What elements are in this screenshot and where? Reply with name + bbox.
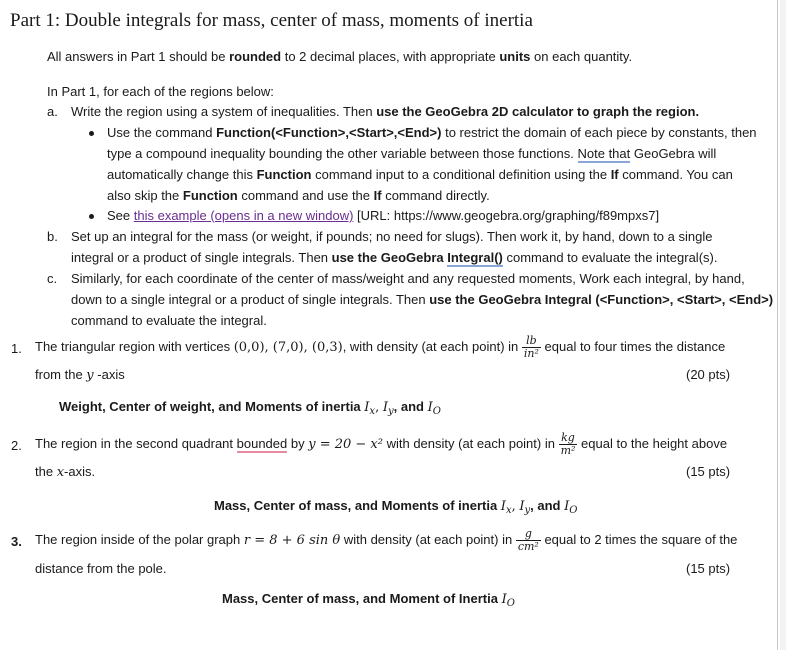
p2-task-and: , and (530, 498, 565, 513)
p1-l2-pre: from the (35, 367, 87, 382)
item-b-marker: b. (47, 229, 58, 244)
b1-l2-pre: type a compound inequality bounding the other variable between those functions. (107, 146, 578, 161)
sym-y: y (524, 505, 531, 516)
item-c-marker: c. (47, 271, 58, 286)
problem-2-line2 (35, 464, 95, 481)
item-c-line3: command to evaluate the integral. (71, 313, 267, 328)
p3-unit-num: g (516, 528, 541, 541)
problem-number: 1. (11, 341, 22, 356)
p2-post: equal to the height above (577, 436, 728, 451)
sym-i: I (500, 499, 506, 514)
item-c-line1: Similarly, for each coordinate of the center of mass/weight and any requested moments, Work each integral, by hand, (71, 271, 745, 286)
b1-l3-end: command. You can (618, 167, 733, 182)
p3-unit-den: cm² (517, 540, 539, 554)
p2-unit-den: m² (560, 444, 576, 458)
a-line1-pre: Write the region using a system of inequalities. Then (71, 104, 377, 119)
p2-unit-num: kg (559, 432, 578, 445)
rounding-mid: to 2 decimal places, with appropriate (281, 49, 500, 64)
p2-l2-pre: the (35, 464, 57, 479)
problem-1-task (59, 399, 441, 420)
problem-2-points: (15 pts) (686, 464, 731, 479)
b-l2-bold: use the GeoGebra (331, 250, 448, 265)
item-c-line2 (71, 292, 773, 308)
p1-task-and: , and (393, 399, 428, 414)
a-bullet2 (107, 208, 659, 224)
sym-i: I (427, 400, 433, 415)
bounded-flagged[interactable]: bounded (236, 436, 288, 451)
p2-equation: y = 20 − x² (308, 437, 383, 452)
p1-post: equal to four times the distance (540, 339, 726, 354)
p2-iy (519, 499, 530, 514)
rounding-note (47, 49, 632, 65)
c-l2-bold: use the GeoGebra Integral (<Function>, <Start>, <End>) (429, 292, 774, 307)
bullet-icon (89, 214, 94, 219)
sym-y: y (387, 406, 394, 417)
sym-i: I (382, 400, 388, 415)
problem-2-task (214, 498, 577, 519)
problem-1-line1 (35, 332, 725, 363)
p1-io (428, 400, 441, 415)
p1-pre: The triangular region with vertices (35, 339, 234, 354)
b1-l4-if: If (373, 188, 382, 203)
item-b-line2 (71, 250, 717, 266)
sym-i: I (564, 499, 570, 514)
problem-3-line2: distance from the pole. (35, 561, 167, 576)
p2-mid: with density (at each point) in (382, 436, 559, 451)
b1-l1-pre: Use the command (107, 125, 217, 140)
b1-l4-pre: also skip the (107, 188, 183, 203)
p3-equation: r = 8 + 6 sin θ (243, 533, 341, 548)
a-bullet1-line1 (107, 125, 757, 141)
p2-by: by (287, 436, 309, 451)
problem-1-points: (20 pts) (686, 367, 731, 382)
p1-task-text: Weight, Center of weight, and Moments of inertia (59, 399, 365, 414)
p2-density-unit (559, 432, 578, 457)
sym-i: I (519, 499, 525, 514)
bullet-icon (89, 131, 94, 136)
p1-iy (383, 400, 394, 415)
b1-l4-mid: command and use the (237, 188, 374, 203)
rounding-post: on each quantity. (530, 49, 633, 64)
example-url: [URL: https://www.geogebra.org/graphing/f89mpxs7] (353, 208, 660, 223)
c-l2-pre: down to a single integral or a product of single integrals. Then (71, 292, 430, 307)
p1-l2-var: y (86, 368, 94, 383)
intro-text: In Part 1, for each of the regions below: (47, 84, 274, 99)
b1-l3-pre: automatically change this (107, 167, 257, 182)
page-edge-line (777, 0, 778, 650)
p1-density-unit (522, 335, 541, 360)
sym-i: I (364, 400, 370, 415)
problem-2-line1 (35, 429, 727, 460)
p1-unit-num: lb (522, 335, 541, 348)
b1-l1-post: to restrict the domain of each piece by constants, then (441, 125, 757, 140)
a-bullet1-line3 (107, 167, 733, 183)
b1-l3-function: Function (256, 167, 312, 182)
integral-command[interactable]: Integral() (447, 250, 503, 265)
p3-task-text: Mass, Center of mass, and Moment of Inertia (222, 591, 502, 606)
problem-3-line1 (35, 525, 737, 556)
p1-vertices: (0,0), (7,0), (0,3) (233, 340, 343, 355)
p3-post: equal to 2 times the square of the (540, 532, 738, 547)
item-a-marker: a. (47, 104, 58, 119)
problem-3-task (222, 591, 515, 612)
p2-l2-post: -axis. (64, 464, 96, 479)
a-bullet1-line2 (107, 146, 716, 162)
p3-density-unit (516, 528, 541, 553)
sym-o: O (506, 598, 515, 609)
p3-mid: with density (at each point) in (340, 532, 516, 547)
b-l2-post: command to evaluate the integral(s). (502, 250, 718, 265)
p3-pre: The region inside of the polar graph (35, 532, 244, 547)
function-command: Function(<Function>,<Start>,<End>) (216, 125, 442, 140)
p2-pre: The region in the second quadrant (35, 436, 237, 451)
rounding-pre: All answers in Part 1 should be (47, 49, 230, 64)
sym-comma: , (375, 400, 380, 415)
problem-1-line2 (35, 367, 125, 384)
p2-task-text: Mass, Center of mass, and Moments of inertia (214, 498, 501, 513)
note-that-flagged[interactable]: Note that (577, 146, 631, 161)
problem-number: 2. (11, 438, 22, 453)
sym-x: x (505, 505, 512, 516)
b1-l3-if: If (610, 167, 619, 182)
a-bullet1-line4 (107, 188, 490, 204)
problem-3-points: (15 pts) (686, 561, 731, 576)
p3-io (502, 592, 515, 607)
example-link[interactable]: this example (opens in a new window) (133, 208, 354, 223)
p1-mid: , with density (at each point) in (342, 339, 522, 354)
b1-l3-post: command input to a conditional definition using the (311, 167, 611, 182)
b1-l4-function: Function (182, 188, 238, 203)
b1-l4-post: command directly. (381, 188, 490, 203)
p1-l2-post: -axis (93, 367, 125, 382)
p2-ix (501, 499, 512, 514)
scrollbar-gutter[interactable] (780, 0, 786, 650)
problem-number: 3. (11, 534, 22, 549)
item-b-line1: Set up an integral for the mass (or weight, if pounds; no need for slugs). Then work it, by hand, down to a single (71, 229, 713, 244)
rounding-bold: rounded (229, 49, 282, 64)
p1-unit-den: in² (523, 347, 539, 361)
page-title: Part 1: Double integrals for mass, center of mass, moments of inertia (10, 10, 533, 31)
p2-l2-var: x (56, 465, 65, 480)
item-a-line1 (71, 104, 699, 120)
p2-io (564, 499, 577, 514)
b-l2-pre: integral or a product of single integrals. Then (71, 250, 332, 265)
sym-o: O (432, 406, 441, 417)
b2-pre: See (107, 208, 134, 223)
sym-x: x (369, 406, 376, 417)
a-line1-bold: use the GeoGebra 2D calculator to graph the region. (376, 104, 700, 119)
sym-i: I (501, 592, 507, 607)
units-bold: units (499, 49, 531, 64)
sym-comma: , (511, 499, 516, 514)
p1-ix (364, 400, 375, 415)
b1-l2-post: GeoGebra will (630, 146, 717, 161)
sym-o: O (569, 505, 578, 516)
